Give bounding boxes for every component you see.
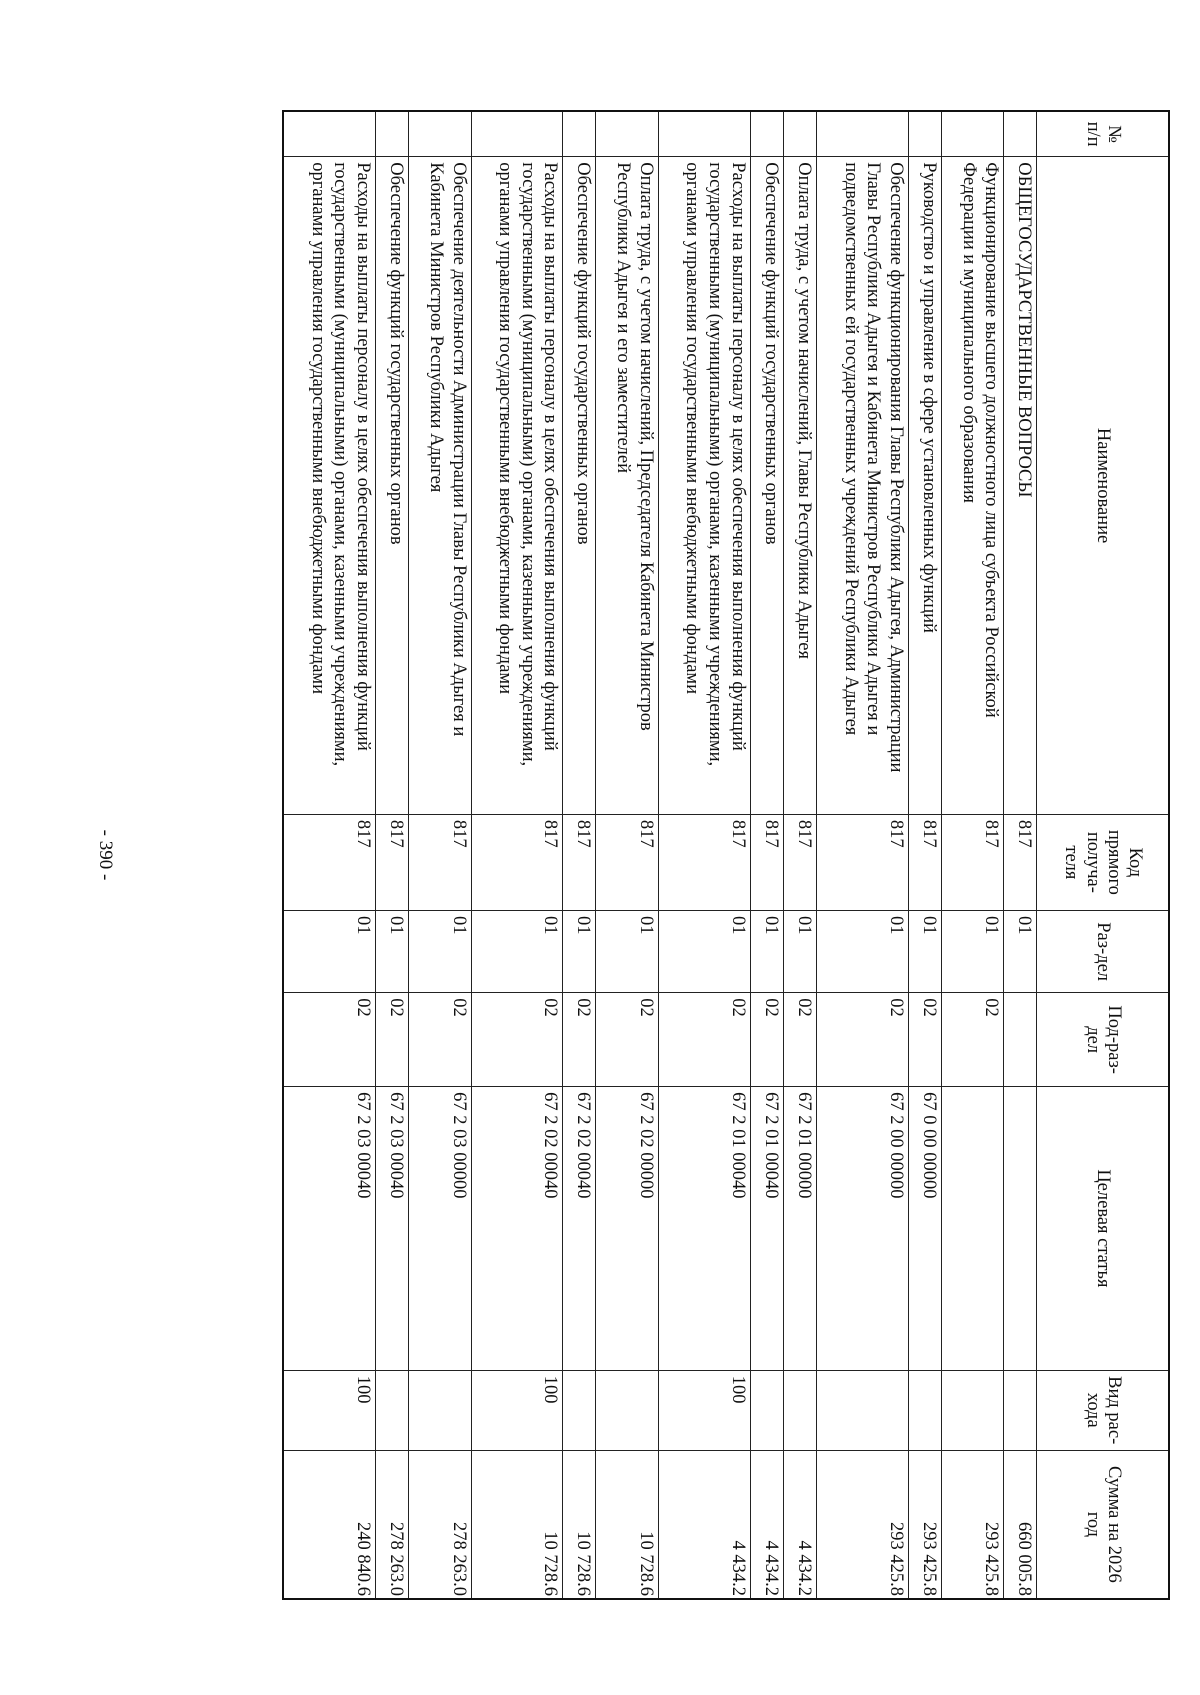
- cell-section: 01: [283, 910, 375, 992]
- cell-amount: 4 434.2: [658, 1450, 750, 1599]
- cell-name: ОБЩЕГОСУДАРСТВЕННЫЕ ВОПРОСЫ: [1004, 157, 1037, 815]
- cell-expense-type: [375, 1370, 408, 1450]
- cell-recipient-code: 817: [908, 814, 941, 910]
- header-name: Наименование: [1037, 157, 1169, 815]
- cell-target-article: 67 2 02 00000: [596, 1087, 658, 1371]
- cell-num: [941, 111, 1003, 157]
- table-row: [471, 111, 563, 1599]
- cell-section: 01: [563, 910, 596, 992]
- cell-recipient-code: 817: [375, 814, 408, 910]
- cell-amount: 293 425.8: [908, 1450, 941, 1599]
- cell-recipient-code: 817: [563, 814, 596, 910]
- page-number: - 390 -: [95, 829, 116, 881]
- cell-name: Руководство и управление в сфере установленных функций: [908, 157, 941, 815]
- cell-subsection: 02: [750, 993, 783, 1087]
- cell-recipient-code: 817: [471, 814, 563, 910]
- cell-section: 01: [375, 910, 408, 992]
- cell-expense-type: [816, 1370, 908, 1450]
- cell-recipient-code: 817: [658, 814, 750, 910]
- cell-section: 01: [658, 910, 750, 992]
- table-body: [283, 111, 1037, 1599]
- table-row: [783, 111, 816, 1599]
- cell-section: 01: [409, 910, 471, 992]
- cell-subsection: 02: [908, 993, 941, 1087]
- cell-section: 01: [1004, 910, 1037, 992]
- cell-recipient-code: 817: [941, 814, 1003, 910]
- cell-subsection: 02: [563, 993, 596, 1087]
- cell-section: 01: [783, 910, 816, 992]
- cell-amount: 278 263.0: [375, 1450, 408, 1599]
- cell-amount: 293 425.8: [941, 1450, 1003, 1599]
- cell-subsection: 02: [658, 993, 750, 1087]
- cell-amount: 293 425.8: [816, 1450, 908, 1599]
- cell-subsection: 02: [941, 993, 1003, 1087]
- cell-expense-type: [409, 1370, 471, 1450]
- cell-expense-type: 100: [658, 1370, 750, 1450]
- cell-subsection: 02: [375, 993, 408, 1087]
- cell-expense-type: [1004, 1370, 1037, 1450]
- cell-subsection: 02: [816, 993, 908, 1087]
- cell-name: Расходы на выплаты персоналу в целях обеспечения выполнения функций государственными (муниципальными) органами, казенными учреждениями, органами управления государственными внебюджетными фондами: [471, 157, 563, 815]
- cell-target-article: [941, 1087, 1003, 1371]
- cell-num: [563, 111, 596, 157]
- cell-expense-type: [941, 1370, 1003, 1450]
- cell-subsection: 02: [783, 993, 816, 1087]
- cell-section: 01: [816, 910, 908, 992]
- cell-name: Обеспечение функций государственных органов: [750, 157, 783, 815]
- budget-table-sheet: [282, 110, 1170, 1600]
- cell-name: Обеспечение функций государственных органов: [563, 157, 596, 815]
- table-row: [563, 111, 596, 1599]
- table-row: [908, 111, 941, 1599]
- table-row: [750, 111, 783, 1599]
- table-row: [283, 111, 375, 1599]
- cell-name: Обеспечение функционирования Главы Республики Адыгея, Администрации Главы Республики Адыгея и Кабинета Министров Республики Адыгея и подведомственных ей государственных учреждений Республики Адыгея: [816, 157, 908, 815]
- cell-target-article: 67 2 01 00040: [658, 1087, 750, 1371]
- cell-num: [816, 111, 908, 157]
- cell-subsection: 02: [471, 993, 563, 1087]
- table-row: [941, 111, 1003, 1599]
- cell-name: Обеспечение деятельности Администрации Главы Республики Адыгея и Кабинета Министров Республики Адыгея: [409, 157, 471, 815]
- table-row: [658, 111, 750, 1599]
- cell-section: 01: [941, 910, 1003, 992]
- cell-subsection: [1004, 993, 1037, 1087]
- header-target-article: Целевая статья: [1037, 1087, 1169, 1371]
- cell-expense-type: [563, 1370, 596, 1450]
- cell-expense-type: [783, 1370, 816, 1450]
- cell-section: 01: [596, 910, 658, 992]
- cell-expense-type: [596, 1370, 658, 1450]
- cell-name: Расходы на выплаты персоналу в целях обеспечения выполнения функций государственными (муниципальными) органами, казенными учреждениями, органами управления государственными внебюджетными фондами: [658, 157, 750, 815]
- cell-recipient-code: 817: [409, 814, 471, 910]
- cell-target-article: [1004, 1087, 1037, 1371]
- cell-num: [283, 111, 375, 157]
- cell-amount: 240 840.6: [283, 1450, 375, 1599]
- cell-name: Оплата труда, с учетом начислений, Главы Республики Адыгея: [783, 157, 816, 815]
- cell-target-article: 67 2 00 00000: [816, 1087, 908, 1371]
- cell-num: [750, 111, 783, 157]
- cell-target-article: 67 2 02 00040: [471, 1087, 563, 1371]
- cell-target-article: 67 2 03 00040: [375, 1087, 408, 1371]
- cell-recipient-code: 817: [596, 814, 658, 910]
- cell-expense-type: 100: [471, 1370, 563, 1450]
- cell-amount: 10 728.6: [596, 1450, 658, 1599]
- cell-num: [783, 111, 816, 157]
- cell-name: Обеспечение функций государственных органов: [375, 157, 408, 815]
- cell-recipient-code: 817: [750, 814, 783, 910]
- cell-expense-type: [750, 1370, 783, 1450]
- cell-expense-type: [908, 1370, 941, 1450]
- header-expense-type: Вид рас-хода: [1037, 1370, 1169, 1450]
- cell-amount: 4 434.2: [750, 1450, 783, 1599]
- cell-expense-type: 100: [283, 1370, 375, 1450]
- cell-num: [375, 111, 408, 157]
- table-row: [596, 111, 658, 1599]
- cell-num: [596, 111, 658, 157]
- cell-name: Оплата труда, с учетом начислений, Председателя Кабинета Министров Республики Адыгея и его заместителей: [596, 157, 658, 815]
- cell-subsection: 02: [283, 993, 375, 1087]
- cell-num: [409, 111, 471, 157]
- table-header-row: [1037, 111, 1169, 1599]
- cell-recipient-code: 817: [816, 814, 908, 910]
- cell-section: 01: [750, 910, 783, 992]
- cell-subsection: 02: [409, 993, 471, 1087]
- cell-target-article: 67 2 01 00040: [750, 1087, 783, 1371]
- cell-recipient-code: 817: [783, 814, 816, 910]
- budget-table: [282, 110, 1170, 1600]
- cell-name: Расходы на выплаты персоналу в целях обеспечения выполнения функций государственными (муниципальными) органами, казенными учреждениями, органами управления государственными внебюджетными фондами: [283, 157, 375, 815]
- cell-target-article: 67 2 02 00040: [563, 1087, 596, 1371]
- cell-num: [471, 111, 563, 157]
- table-row: [816, 111, 908, 1599]
- cell-subsection: 02: [596, 993, 658, 1087]
- cell-section: 01: [908, 910, 941, 992]
- cell-target-article: 67 0 00 00000: [908, 1087, 941, 1371]
- table-row: [1004, 111, 1037, 1599]
- header-recipient-code: Код прямого получа-теля: [1037, 814, 1169, 910]
- table-row: [375, 111, 408, 1599]
- header-num: № п/п: [1037, 111, 1169, 157]
- cell-section: 01: [471, 910, 563, 992]
- cell-name: Функционирование высшего должностного лица субъекта Российской Федерации и муниципального образования: [941, 157, 1003, 815]
- cell-target-article: 67 2 03 00040: [283, 1087, 375, 1371]
- cell-amount: 4 434.2: [783, 1450, 816, 1599]
- header-subsection: Под-раз-дел: [1037, 993, 1169, 1087]
- cell-target-article: 67 2 03 00000: [409, 1087, 471, 1371]
- cell-num: [908, 111, 941, 157]
- header-amount: Сумма на 2026 год: [1037, 1450, 1169, 1599]
- cell-num: [658, 111, 750, 157]
- cell-amount: 278 263.0: [409, 1450, 471, 1599]
- cell-num: [1004, 111, 1037, 157]
- cell-amount: 10 728.6: [471, 1450, 563, 1599]
- header-section: Раз-дел: [1037, 910, 1169, 992]
- cell-target-article: 67 2 01 00000: [783, 1087, 816, 1371]
- cell-amount: 10 728.6: [563, 1450, 596, 1599]
- cell-recipient-code: 817: [283, 814, 375, 910]
- table-row: [409, 111, 471, 1599]
- cell-amount: 660 005.8: [1004, 1450, 1037, 1599]
- cell-recipient-code: 817: [1004, 814, 1037, 910]
